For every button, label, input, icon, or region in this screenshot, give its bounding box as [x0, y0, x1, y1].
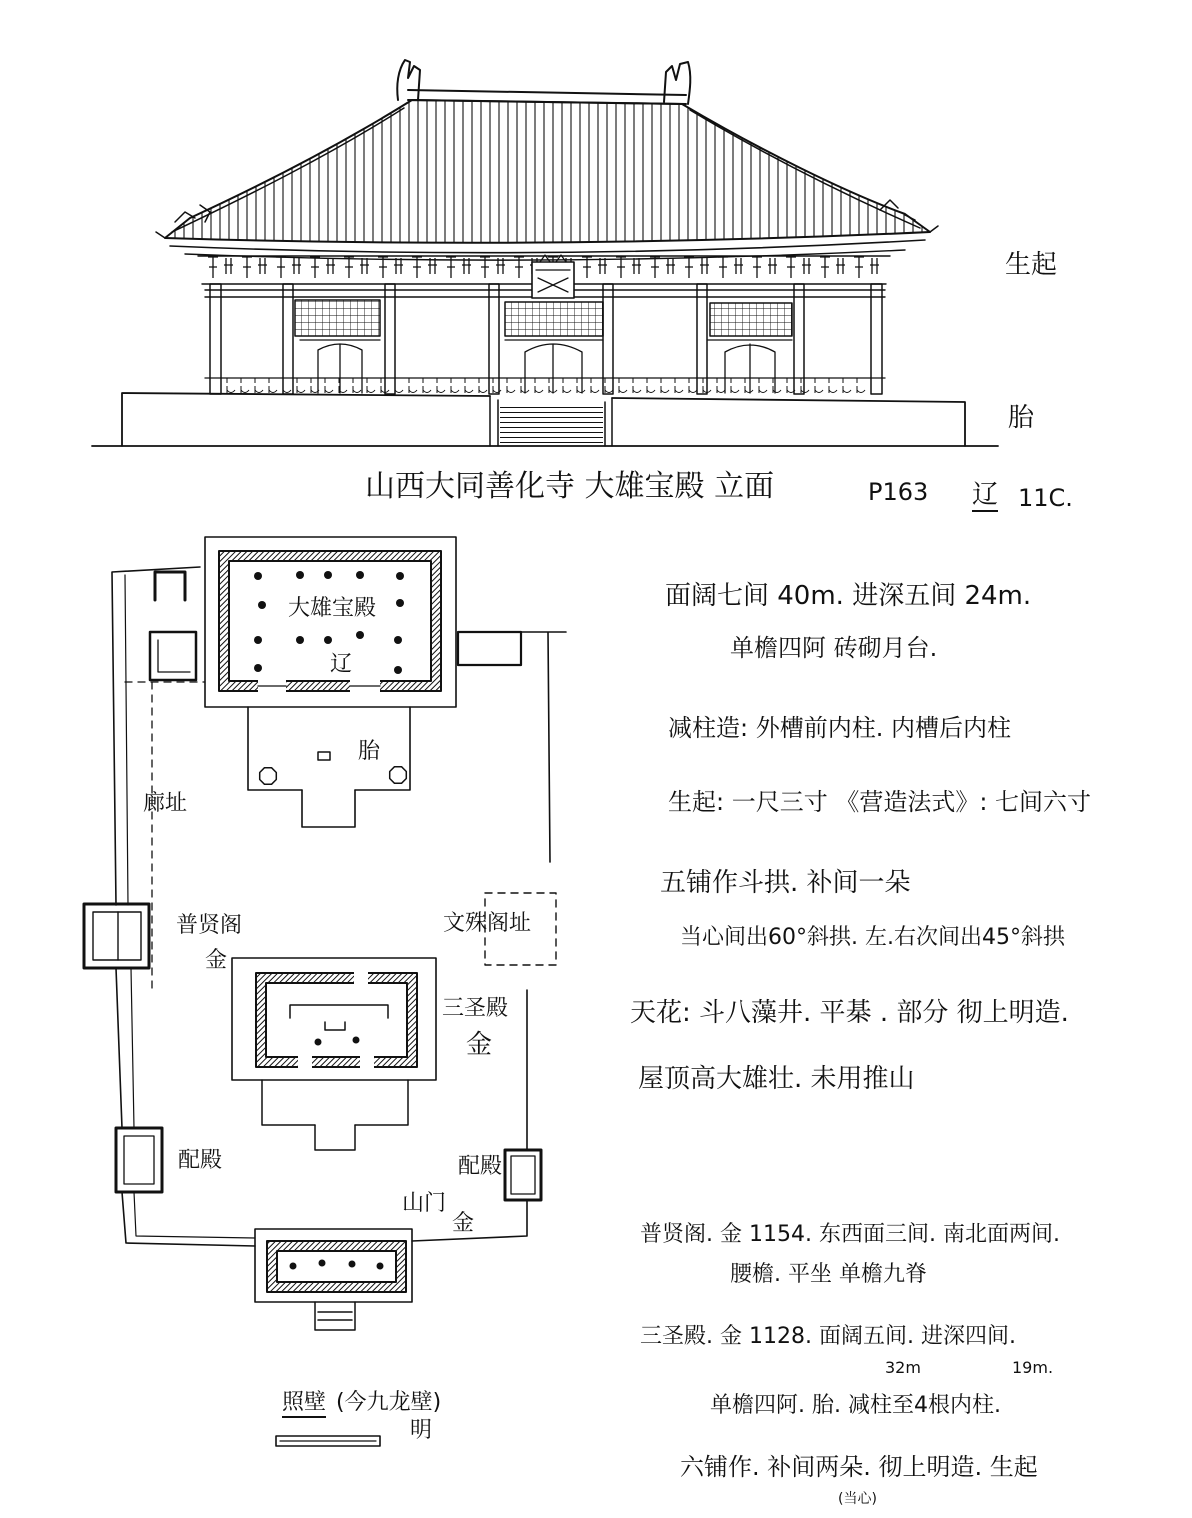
depth-dimension: 19m.: [1012, 1358, 1054, 1377]
puxian-pavilion-label: 普贤阁: [176, 913, 243, 938]
dynasty-mark: 辽: [972, 480, 999, 510]
sansheng-hall-walls: [256, 973, 417, 1067]
elevation-label-shengqi: 生起: [1005, 250, 1058, 280]
note-line: 腰檐. 平坐 单檐九脊: [730, 1262, 927, 1287]
east-annex: [458, 632, 521, 665]
incense-burner-left: [260, 768, 277, 785]
main-hall-column-grid: [254, 571, 404, 677]
note-line: 生起: 一尺三寸 《营造法式》: 七间六寸: [668, 788, 1092, 816]
note-line: 单檐四阿. 胎. 减柱至4根内柱.: [710, 1393, 1001, 1418]
note-line: 三圣殿. 金 1128. 面阔五间. 进深四间.: [640, 1324, 1016, 1349]
elevation-caption: 山西大同善化寺 大雄宝殿 立面: [365, 469, 775, 504]
elevation-drawing: [92, 60, 998, 446]
sansheng-hall-forecourt: [262, 1080, 408, 1125]
corner-structure: [155, 572, 185, 600]
note-line: 减柱造: 外槽前内柱. 内槽后内柱: [668, 714, 1011, 742]
note-line: 六铺作. 补间两朵. 彻上明造. 生起: [680, 1453, 1038, 1481]
incense-burner-right: [390, 767, 407, 784]
screen-wall-plan: [276, 1436, 380, 1446]
screen-wall-dynasty: 明: [410, 1418, 433, 1443]
note-line: 当心间出60°斜拱. 左.右次间出45°斜拱: [680, 925, 1065, 950]
side-hall-west-label: 配殿: [178, 1148, 223, 1173]
gate-walls: [267, 1241, 406, 1292]
century-mark: 11C.: [1018, 484, 1073, 512]
wenshu-pavilion-site-label: 文殊阁址: [443, 911, 532, 936]
lattice-window: [505, 302, 603, 336]
note-line: 屋顶高大雄壮. 未用推山: [638, 1064, 915, 1094]
front-stairs: [490, 396, 612, 446]
site-plan: [84, 537, 566, 1446]
side-hall-east-label: 配殿: [458, 1154, 503, 1179]
balustrade: [222, 378, 870, 393]
screen-wall-note: (今九龙壁): [336, 1390, 442, 1415]
puxian-pavilion-dynasty: 金: [205, 948, 228, 973]
sansheng-hall-stairs: [315, 1125, 355, 1150]
ridge-ornament-left: [397, 60, 420, 100]
gate-dynasty: 金: [452, 1211, 475, 1236]
screen-wall-label: 照壁: [282, 1392, 326, 1418]
page-reference: P163: [868, 478, 929, 506]
puxian-pavilion-plan: [84, 904, 149, 968]
gate-label: 山门: [402, 1191, 447, 1216]
corridor-site-dashed: [125, 682, 205, 990]
main-hall-label: 大雄宝殿: [288, 596, 377, 621]
moon-terrace-stairs: [302, 790, 355, 827]
west-annex: [150, 632, 196, 680]
note-line: 普贤阁. 金 1154. 东西面三间. 南北面两间.: [640, 1222, 1060, 1247]
note-line: 面阔七间 40m. 进深五间 24m.: [665, 581, 1032, 611]
enclosure-wall-west-inner: [125, 575, 255, 1238]
ridge-ornament-right: [664, 62, 690, 104]
note-line: 天花: 斗八藻井. 平棊 . 部分 彻上明造.: [630, 998, 1069, 1028]
elevation-label-platform: 胎: [1008, 403, 1035, 433]
sansheng-hall-label: 三圣殿: [442, 996, 509, 1021]
lattice-window: [710, 303, 792, 336]
width-dimension: 32m: [885, 1358, 921, 1377]
note-line: 单檐四阿 砖砌月台.: [730, 634, 938, 662]
moon-terrace: [248, 707, 410, 790]
enclosure-wall-east: [412, 632, 566, 1241]
sansheng-hall-altar: [290, 1005, 388, 1030]
sansheng-hall-dynasty: 金: [466, 1030, 493, 1060]
moon-terrace-marker: [318, 752, 330, 760]
gate-columns: [290, 1260, 384, 1270]
main-hall-dynasty: 辽: [330, 652, 353, 677]
moon-terrace-label: 胎: [358, 739, 381, 764]
side-hall-west-plan: [116, 1128, 162, 1192]
corridor-site-label: 廊址: [143, 791, 188, 816]
gate-stairs: [315, 1302, 355, 1330]
enclosure-wall-west: [112, 567, 255, 1246]
note-line: 五铺作斗拱. 补间一朵: [660, 868, 911, 898]
roof: [165, 100, 930, 243]
side-hall-east-plan: [505, 1150, 541, 1200]
sansheng-hall-columns: [315, 1037, 360, 1046]
plaque: [532, 255, 574, 298]
bay-note: (当心): [838, 1491, 877, 1507]
sansheng-hall-doorways: [298, 972, 374, 1068]
lattice-window: [295, 300, 380, 336]
